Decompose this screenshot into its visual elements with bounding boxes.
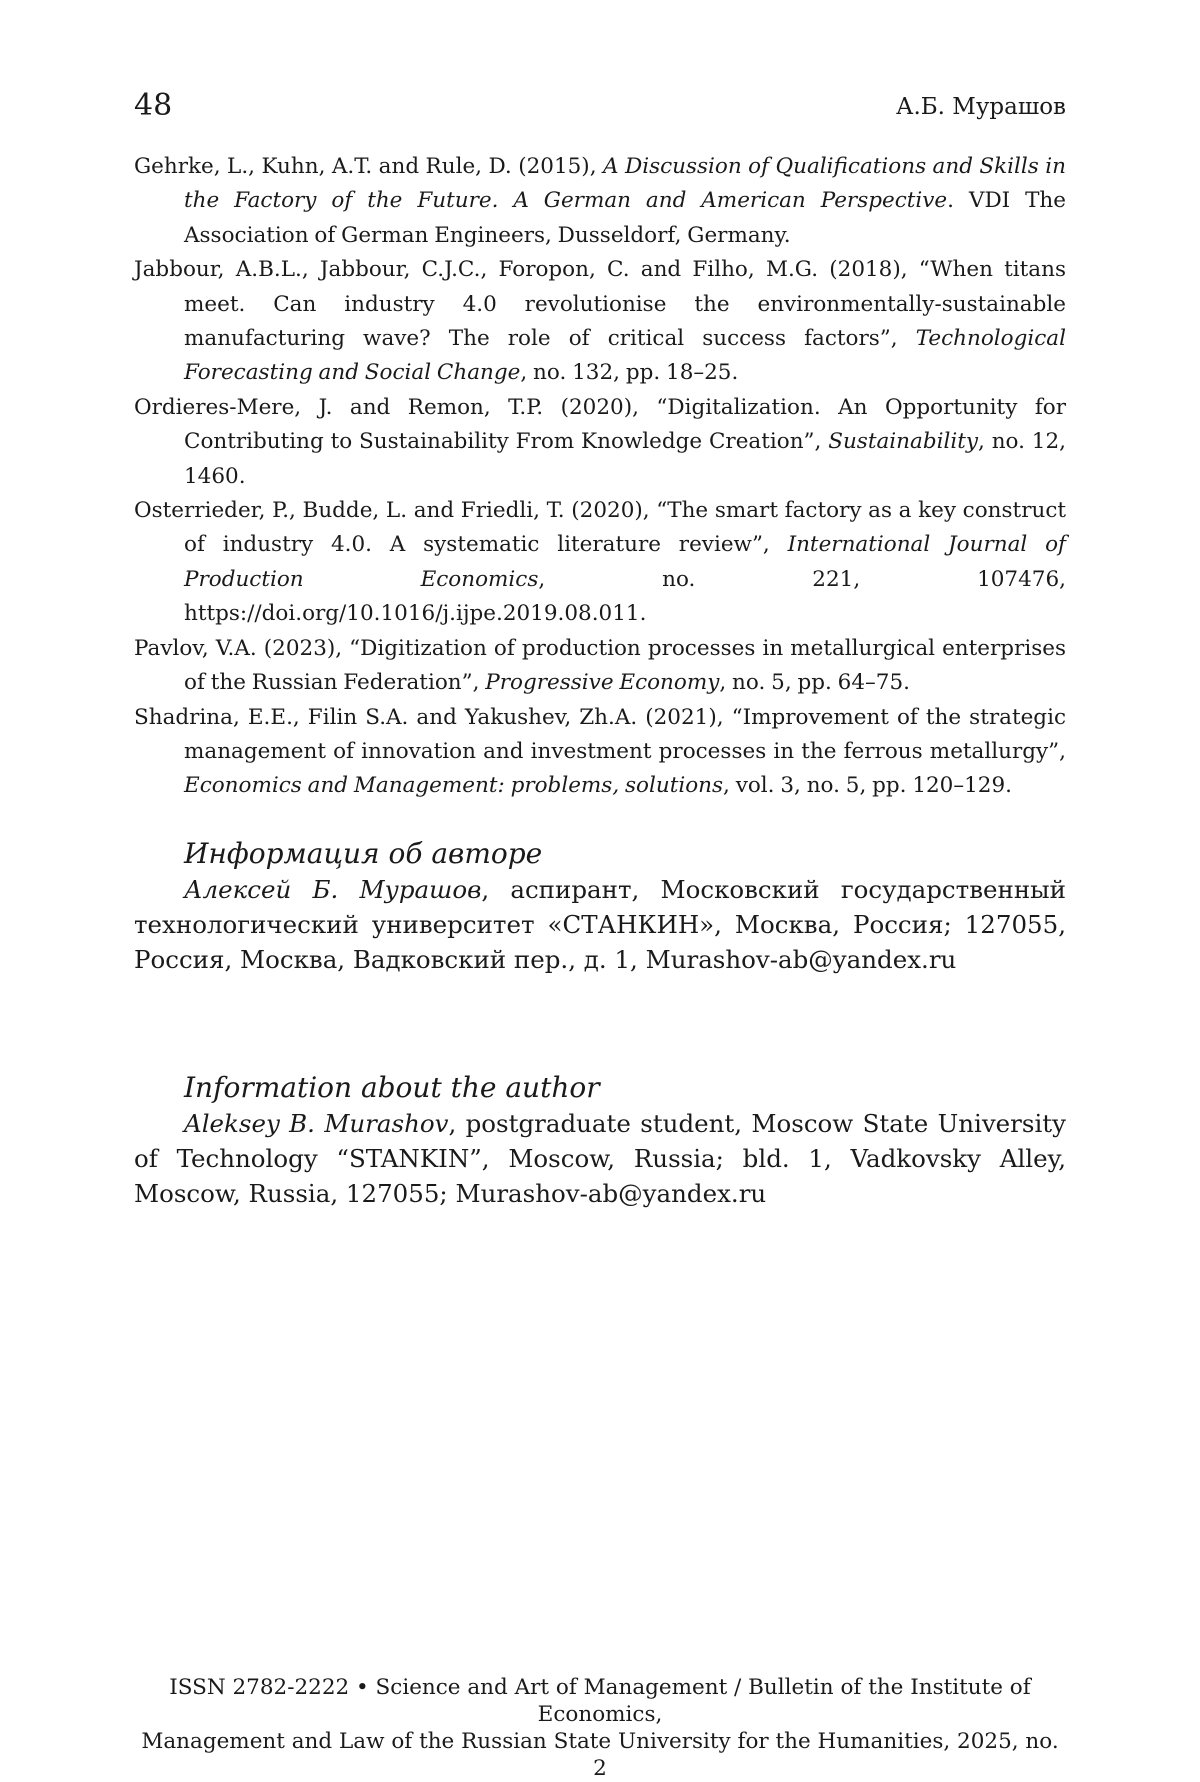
- reference-details: , no. 221, 107476, https://doi.org/10.1016/j.ijpe.2019.08.011.: [184, 566, 1066, 627]
- reference-item: [134, 494, 1066, 632]
- reference-item: [134, 701, 1066, 804]
- reference-details: , no. 5, pp. 64–75.: [719, 670, 910, 696]
- author-name-en: Aleksey B. Murashov: [184, 1109, 449, 1138]
- author-details-ru: , аспирант, Московский государственный технологический университет «СТАНКИН», Москва, Россия; 127055, Россия, Москва, Вадковский пер., д. 1, Murashov-ab@yandex.ru: [134, 875, 1066, 974]
- reference-details: . VDI The Association of German Engineers, Dusseldorf, Germany.: [184, 188, 1067, 248]
- reference-authors: Jabbour, A.B.L., Jabbour, C.J.C., Foropon, C. and Filho, M.G. (2018), “When titans meet. Can industry 4.0 revolutionise the environmentally-sustainable manufacturing wave? The role of critical success factors”,: [134, 257, 1066, 352]
- reference-item: [134, 391, 1066, 494]
- reference-authors: Ordieres-Mere, J. and Remon, T.P. (2020), “Digitalization. An Opportunity for Contributing to Sustainability From Knowledge Creation”,: [134, 394, 1066, 455]
- author-info-en-heading: Information about the author: [184, 1071, 600, 1104]
- page-number: 48: [134, 88, 173, 123]
- reference-authors: Gehrke, L., Kuhn, A.T. and Rule, D. (2015),: [134, 154, 603, 179]
- reference-authors: Shadrina, E.E., Filin S.A. and Yakushev, Zh.A. (2021), “Improvement of the strategic management of innovation and investment processes in the ferrous metallurgy”,: [134, 704, 1066, 764]
- reference-authors: Osterrieder, P., Budde, L. and Friedli, T. (2020), “The smart factory as a key construct of industry 4.0. A systematic literature review”,: [134, 498, 1066, 558]
- running-head-author: А.Б. Мурашов: [896, 94, 1066, 120]
- reference-source-title: A Discussion of Qualifications and Skills in the Factory of the Future. A German and American Perspective: [184, 154, 1066, 214]
- reference-authors: Pavlov, V.A. (2023), “Digitization of production processes in metallurgical enterprises of the Russian Federation”,: [134, 635, 1066, 696]
- reference-list: [134, 150, 1066, 804]
- author-name-ru: Алексей Б. Мурашов: [184, 875, 482, 904]
- author-info-en-section: [134, 1070, 1066, 1211]
- reference-item: [134, 150, 1066, 253]
- reference-details: , no. 12, 1460.: [184, 429, 1066, 489]
- reference-source-title: Progressive Economy: [485, 670, 720, 696]
- reference-item: [134, 632, 1066, 701]
- reference-source-title: Sustainability: [828, 429, 979, 455]
- author-info-ru-section: [134, 836, 1066, 977]
- reference-source-title: Economics and Management: problems, solutions: [184, 773, 724, 799]
- journal-footer: [134, 1674, 1066, 1782]
- author-details-en: , postgraduate student, Moscow State University of Technology “STANKIN”, Moscow, Russia; bld. 1, Vadkovsky Alley, Moscow, Russia, 127055; Murashov-ab@yandex.ru: [134, 1109, 1066, 1208]
- footer-line-1: ISSN 2782-2222 • Science and Art of Management / Bulletin of the Institute of Economics,: [169, 1675, 1031, 1727]
- reference-source-title: Technological Forecasting and Social Change: [184, 326, 1066, 386]
- reference-details: , no. 132, pp. 18–25.: [520, 360, 739, 386]
- author-info-ru-heading: Информация об авторе: [184, 837, 543, 870]
- reference-item: [134, 253, 1066, 391]
- author-info-ru-text: [134, 872, 1066, 977]
- footer-line-2: Management and Law of the Russian State University for the Humanities, 2025, no. 2: [141, 1729, 1059, 1781]
- reference-source-title: International Journal of Production Economics: [184, 532, 1066, 592]
- author-info-en-text: [134, 1106, 1066, 1211]
- reference-details: , vol. 3, no. 5, pp. 120–129.: [723, 773, 1012, 799]
